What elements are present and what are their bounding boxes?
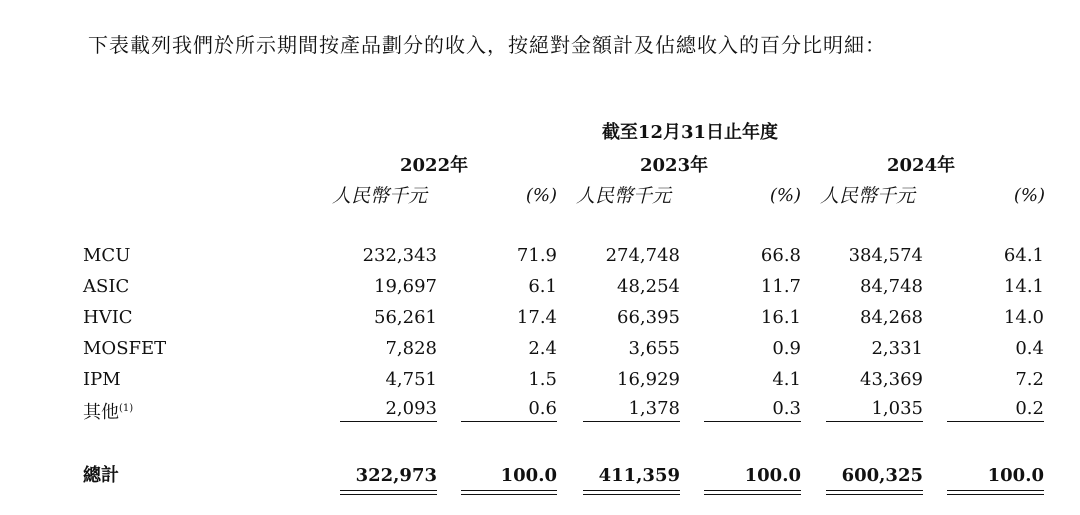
table-cell: 0.2 — [1015, 398, 1044, 419]
total-double-rule-2024-amount-bottom — [826, 494, 923, 495]
row-label — [83, 245, 130, 267]
total-double-rule-2023-amount-bottom — [583, 494, 680, 495]
year-header-2023: 2023年 — [640, 155, 709, 176]
row-label — [83, 307, 133, 329]
total-double-rule-2024-pct-bottom — [947, 494, 1044, 495]
table-cell: 0.9 — [772, 338, 801, 359]
table-cell: 4.1 — [772, 369, 801, 390]
row-label-text: 其他 — [83, 402, 119, 423]
table-cell: 19,697 — [374, 276, 437, 297]
table-cell: 384,574 — [848, 245, 923, 266]
intro-paragraph: 下表載列我們於所示期間按產品劃分的收入，按絕對金額計及佔總收入的百分比明細： — [88, 33, 886, 57]
table-cell: 0.3 — [772, 398, 801, 419]
total-double-rule-2022-amount-top — [340, 490, 437, 491]
total-double-rule-2022-pct-top — [461, 490, 557, 491]
row-label — [83, 369, 121, 391]
pct-label-2022: (%) — [525, 185, 557, 206]
subtotal-rule-2024-amount — [826, 421, 923, 422]
table-cell: 48,254 — [617, 276, 680, 297]
subtotal-rule-2022-pct — [461, 421, 557, 422]
table-cell: 84,748 — [860, 276, 923, 297]
pct-label-2024: (%) — [1013, 185, 1045, 206]
row-label — [83, 398, 133, 424]
total-2022-amount: 322,973 — [355, 465, 437, 486]
row-label-text: MCU — [83, 245, 131, 266]
row-label-text: MOSFET — [83, 338, 167, 359]
table-cell: 4,751 — [385, 369, 437, 390]
table-cell: 232,343 — [362, 245, 437, 266]
total-double-rule-2022-amount-bottom — [340, 494, 437, 495]
row-label-text: ASIC — [83, 276, 130, 297]
table-cell: 6.1 — [528, 276, 557, 297]
subtotal-rule-2023-pct — [704, 421, 801, 422]
table-cell: 71.9 — [516, 245, 557, 266]
total-2022-pct: 100.0 — [500, 465, 557, 486]
table-cell: 14.0 — [1003, 307, 1044, 328]
period-header: 截至12月31日止年度 — [601, 122, 779, 143]
table-cell: 14.1 — [1003, 276, 1044, 297]
unit-label-2024: 人民幣千元 — [820, 185, 916, 207]
total-double-rule-2024-amount-top — [826, 490, 923, 491]
table-cell: 16,929 — [617, 369, 680, 390]
total-2023-pct: 100.0 — [744, 465, 801, 486]
table-cell: 7,828 — [385, 338, 437, 359]
total-2024-amount: 600,325 — [841, 465, 923, 486]
table-cell: 0.6 — [528, 398, 557, 419]
unit-label-2023: 人民幣千元 — [576, 185, 672, 207]
total-double-rule-2023-amount-top — [583, 490, 680, 491]
table-cell: 66,395 — [617, 307, 680, 328]
table-cell: 66.8 — [760, 245, 801, 266]
table-cell: 11.7 — [760, 276, 801, 297]
footnote-marker: (1) — [119, 403, 134, 414]
table-cell: 1.5 — [528, 369, 557, 390]
row-label-text: IPM — [83, 369, 121, 390]
year-header-2024: 2024年 — [887, 155, 956, 176]
row-label-text: HVIC — [83, 307, 133, 328]
row-label — [83, 276, 129, 298]
table-cell: 1,035 — [871, 398, 923, 419]
total-2023-amount: 411,359 — [598, 465, 680, 486]
subtotal-rule-2022-amount — [340, 421, 437, 422]
table-cell: 16.1 — [760, 307, 801, 328]
total-double-rule-2024-pct-top — [947, 490, 1044, 491]
table-cell: 17.4 — [516, 307, 557, 328]
total-label: 總計 — [83, 465, 119, 486]
table-cell: 43,369 — [860, 369, 923, 390]
table-cell: 2,093 — [385, 398, 437, 419]
table-cell: 84,268 — [860, 307, 923, 328]
table-cell: 64.1 — [1003, 245, 1044, 266]
year-header-2022: 2022年 — [400, 155, 469, 176]
pct-label-2023: (%) — [769, 185, 801, 206]
total-2024-pct: 100.0 — [987, 465, 1044, 486]
table-cell: 1,378 — [628, 398, 680, 419]
unit-label-2022: 人民幣千元 — [332, 185, 428, 207]
subtotal-rule-2024-pct — [947, 421, 1044, 422]
table-cell: 2,331 — [871, 338, 923, 359]
table-cell: 3,655 — [628, 338, 680, 359]
table-cell: 274,748 — [605, 245, 680, 266]
row-label — [83, 338, 166, 360]
subtotal-rule-2023-amount — [583, 421, 680, 422]
table-cell: 7.2 — [1015, 369, 1044, 390]
total-double-rule-2022-pct-bottom — [461, 494, 557, 495]
total-double-rule-2023-pct-top — [704, 490, 801, 491]
table-cell: 2.4 — [528, 338, 557, 359]
table-cell: 0.4 — [1015, 338, 1044, 359]
table-cell: 56,261 — [374, 307, 437, 328]
total-double-rule-2023-pct-bottom — [704, 494, 801, 495]
